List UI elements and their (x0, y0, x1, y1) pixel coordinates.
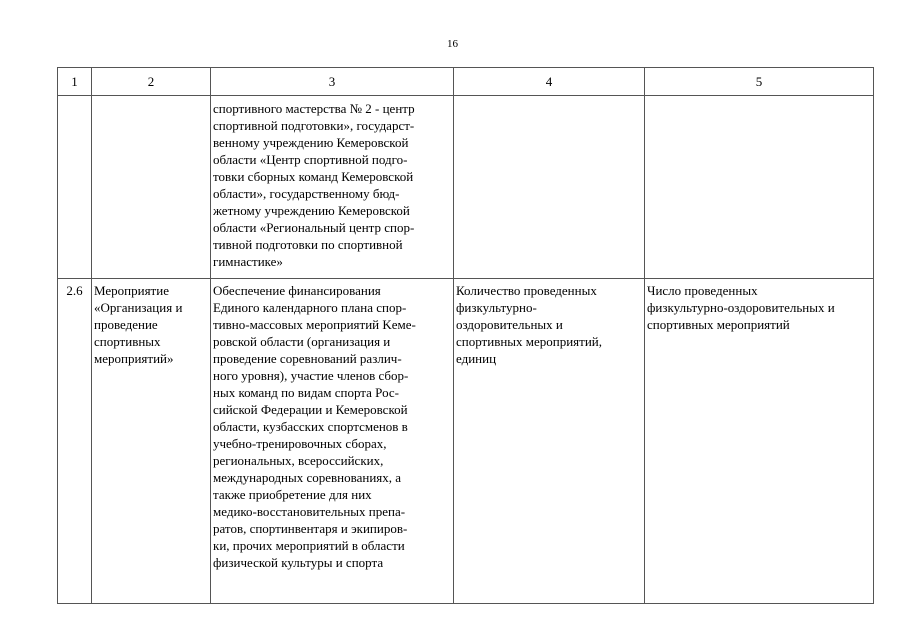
cell-event-name (92, 96, 211, 279)
cell-number (58, 96, 92, 279)
program-table (57, 67, 874, 604)
page-number: 16 (447, 38, 458, 50)
table-row-2-6 (58, 279, 874, 604)
table-header-row (58, 68, 874, 96)
table-row-continuation (58, 96, 874, 279)
column-header-5: 5 (645, 68, 874, 96)
cell-indicator-definition: Число проведенных физкультурно-оздоровительных и спортивных мероприятий (645, 279, 874, 604)
cell-indicator (454, 96, 645, 279)
cell-indicator: Количество проведенных физкультурно- оздоровительных и спортивных мероприятий, единиц (454, 279, 645, 604)
cell-description: Обеспечение финансирования Единого календарного плана спор- тивно-массовых мероприятий Keме- ровской области (организация и проведение соревнований различ- ного уровня), участие членов сбор- ных команд по видам спорта Рос- сийской Федерации и Кемеровской области, кузбасских спортсменов в учебно-тренировочных сборах, региональных, всероссийских, международных соревнованиях, а также приобретение для них медико-восстановительных препа- ратов, спортинвентаря и экипиров- ки, прочих мероприятий в области физической культуры и спорта (211, 279, 454, 604)
cell-event-name: Мероприятие «Организация и проведение спортивных мероприятий» (92, 279, 211, 604)
column-header-3: 3 (211, 68, 454, 96)
column-header-1: 1 (58, 68, 92, 96)
column-header-4: 4 (454, 68, 645, 96)
cell-number: 2.6 (58, 279, 92, 604)
column-header-2: 2 (92, 68, 211, 96)
cell-description: спортивного мастерства № 2 - центр спортивной подготовки», государст- венному учреждению Кемеровской области «Центр спортивной подго- товки сборных команд Кемеровской области», государственному бюд- жетному учреждению Кемеровской области «Региональный центр спор- тивной подготовки по спортивной гимнастике» (211, 96, 454, 279)
cell-indicator-definition (645, 96, 874, 279)
